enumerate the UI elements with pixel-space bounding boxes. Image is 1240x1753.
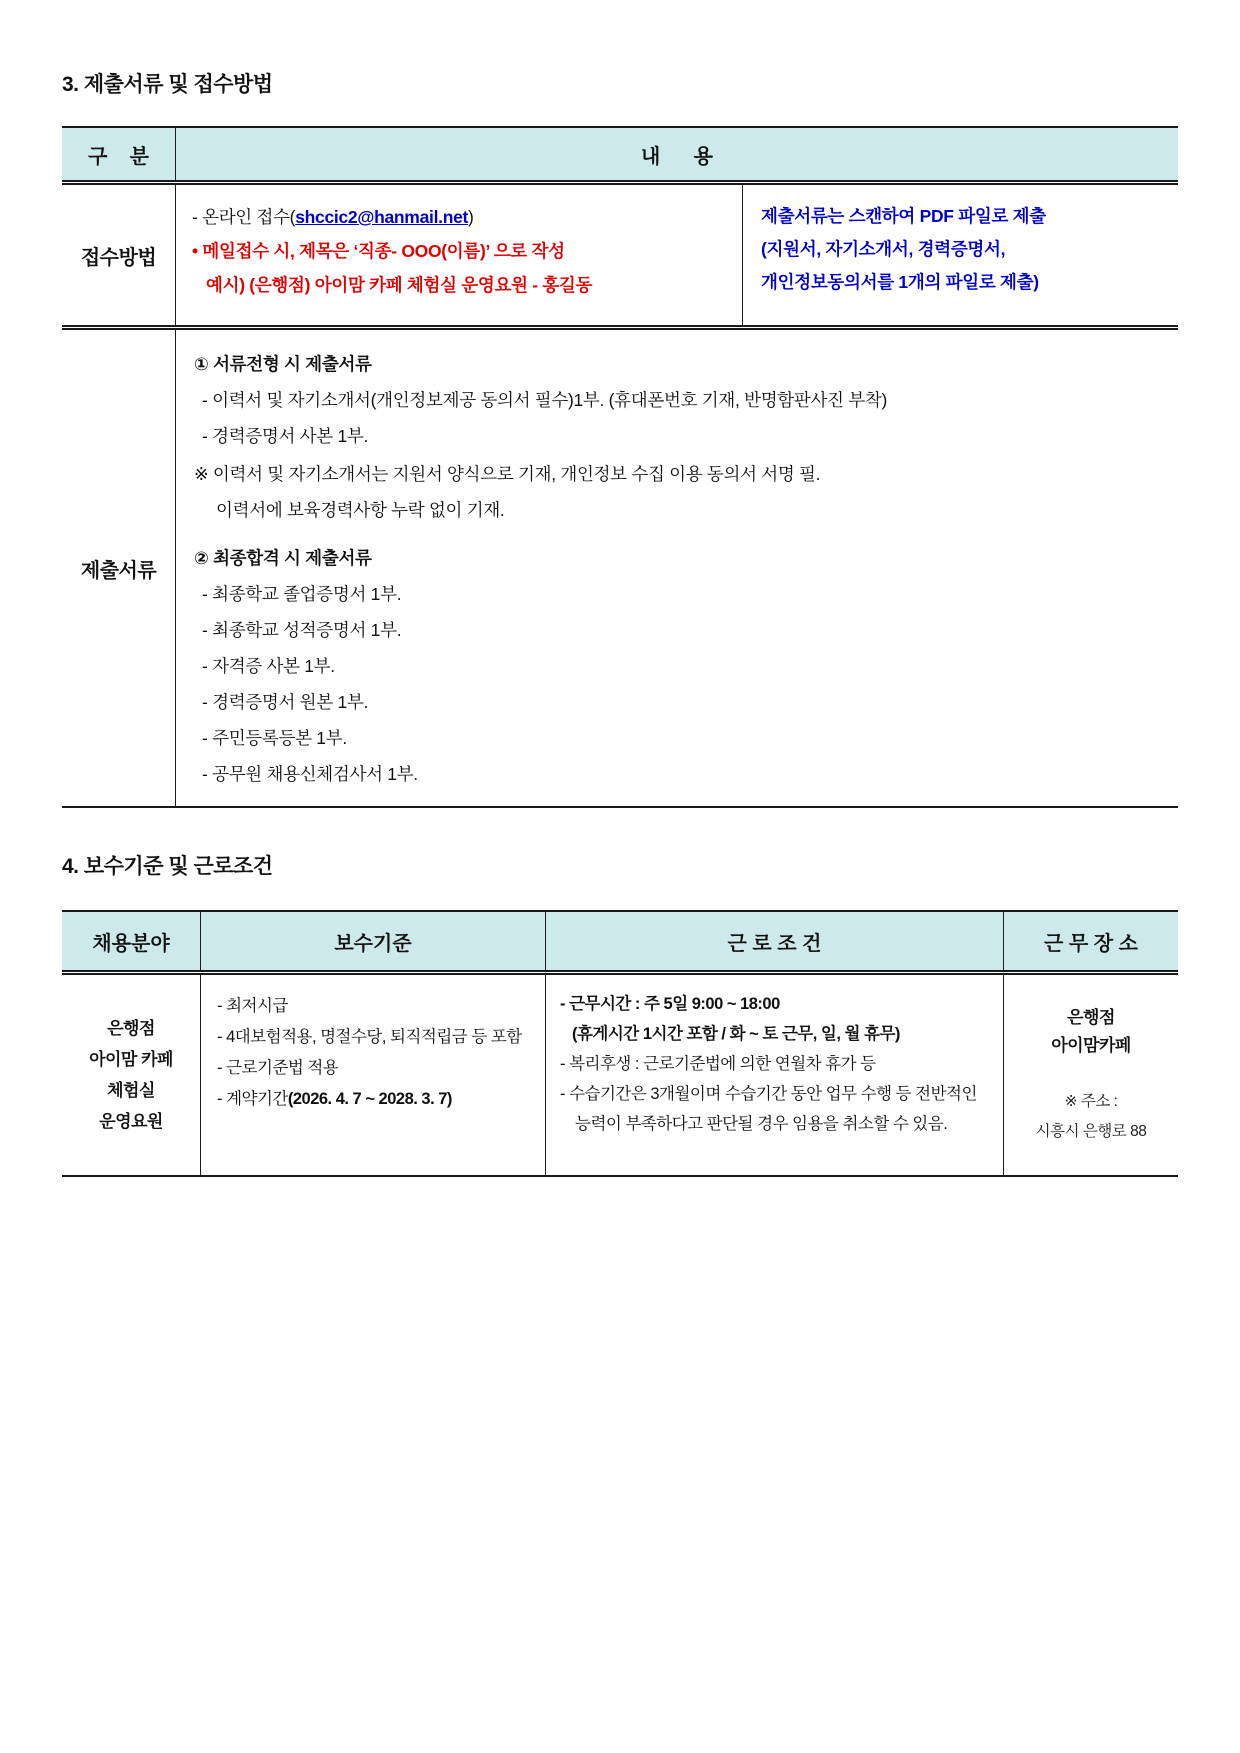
- document-content: [62, 0, 1178, 1177]
- header-work-conditions: 근 로 조 건: [545, 912, 1003, 970]
- pay-item: - 최저시급: [217, 997, 288, 1015]
- recruit-field-cell: [62, 975, 200, 1175]
- apply-method-label: 접수방법: [80, 246, 157, 269]
- doc-item: - 경력증명서 사본 1부.: [202, 426, 369, 446]
- place-address-value: 시흥시 은행로 88: [1035, 1123, 1147, 1140]
- doc-item: - 최종학교 졸업증명서 1부.: [202, 584, 402, 604]
- pay-contract-line: [217, 1084, 537, 1115]
- doc-item: - 주민등록등본 1부.: [202, 728, 347, 748]
- place-address-label: ※ 주소 :: [1064, 1093, 1118, 1110]
- header-work-place: 근 무 장 소: [1003, 912, 1178, 970]
- field-line: 은행점: [107, 1019, 155, 1038]
- section4-title: 4. 보수기준 및 근로조건: [62, 855, 273, 878]
- section3-title: 3. 제출서류 및 접수방법: [62, 73, 273, 96]
- online-apply-prefix: - 온라인 접수(: [192, 207, 296, 227]
- screening-docs-title: ① 서류전형 시 제출서류: [194, 354, 372, 374]
- final-pass-docs-title: ② 최종합격 시 제출서류: [194, 548, 372, 568]
- field-line: 아이맘 카페: [89, 1050, 173, 1069]
- apply-method-row: [62, 185, 1178, 330]
- documents-label: 제출서류: [80, 559, 157, 582]
- pay-contract-period: (2026. 4. 7 ~ 2028. 3. 7): [287, 1090, 452, 1108]
- pdf-note-line2: (지원서, 자기소개서, 경력증명서,: [761, 239, 1006, 259]
- apply-method-details: [175, 185, 742, 325]
- header-recruit-field: 채용분야: [62, 912, 200, 970]
- field-line: 체험실: [107, 1081, 155, 1100]
- place-line: 아이맘카페: [1051, 1036, 1131, 1055]
- submission-table: [62, 126, 1178, 808]
- probation-line: - 수습기간은 3개월이며 수습기간 동안 업무 수행 등 전반적인 능력이 부족하다고 판단될 경우 임용을 취소할 수 있음.: [560, 1085, 977, 1133]
- resume-note-line1: ※ 이력서 및 자기소개서는 지원서 양식으로 기재, 개인정보 수집 이용 동의서 서명 필.: [194, 464, 821, 484]
- pay-contract-label: - 계약기간: [217, 1090, 288, 1108]
- welfare-line: - 복리후생 : 근로기준법에 의한 연월차 휴가 등: [560, 1055, 876, 1073]
- pay-standard-cell: [200, 975, 545, 1175]
- place-line: 은행점: [1067, 1008, 1115, 1027]
- mail-subject-example: 예시) (은행점) 아이맘 카페 체험실 운영요원 - 홍길동: [206, 275, 593, 295]
- doc-item: - 이력서 및 자기소개서(개인정보제공 동의서 필수)1부. (휴대폰번호 기재, 반명함판사진 부착): [202, 390, 888, 410]
- pdf-note-line1: 제출서류는 스캔하여 PDF 파일로 제출: [761, 206, 1046, 226]
- work-conditions-cell: [545, 975, 1003, 1175]
- conditions-table-header-row: [62, 912, 1178, 975]
- work-place-cell: [1003, 975, 1178, 1175]
- documents-row: [62, 330, 1178, 806]
- pay-item: - 근로기준법 적용: [217, 1059, 339, 1077]
- online-apply-line: [192, 200, 732, 234]
- work-hours-line: - 근무시간 : 주 5일 9:00 ~ 18:00: [560, 995, 780, 1013]
- submission-header-category: 구 분: [62, 128, 175, 180]
- apply-email-link[interactable]: shccic2@hanmail.net: [295, 207, 469, 227]
- pay-item: - 4대보험적용, 명절수당, 퇴직적립금 등 포함: [217, 1028, 522, 1046]
- conditions-body-row: [62, 975, 1178, 1175]
- conditions-table: [62, 910, 1178, 1177]
- doc-item: - 자격증 사본 1부.: [202, 656, 335, 676]
- header-pay-standard: 보수기준: [200, 912, 545, 970]
- doc-item: - 경력증명서 원본 1부.: [202, 692, 369, 712]
- work-hours-detail: (휴게시간 1시간 포함 / 화 ~ 토 근무, 일, 월 휴무): [572, 1025, 900, 1043]
- online-apply-suffix: ): [468, 207, 474, 227]
- documents-details: [175, 330, 1178, 806]
- submission-table-header-row: [62, 128, 1178, 185]
- resume-note-line2: 이력서에 보육경력사항 누락 없이 기재.: [216, 500, 505, 520]
- pdf-note-line3: 개인정보동의서를 1개의 파일로 제출): [761, 272, 1039, 292]
- pdf-submit-note: [742, 185, 1178, 325]
- submission-header-content: 내 용: [175, 128, 1178, 180]
- field-line: 운영요원: [99, 1112, 163, 1131]
- mail-subject-note: • 메일접수 시, 제목은 ‘직종- OOO(이름)’ 으로 작성: [192, 241, 565, 261]
- doc-item: - 공무원 채용신체검사서 1부.: [202, 764, 418, 784]
- doc-item: - 최종학교 성적증명서 1부.: [202, 620, 402, 640]
